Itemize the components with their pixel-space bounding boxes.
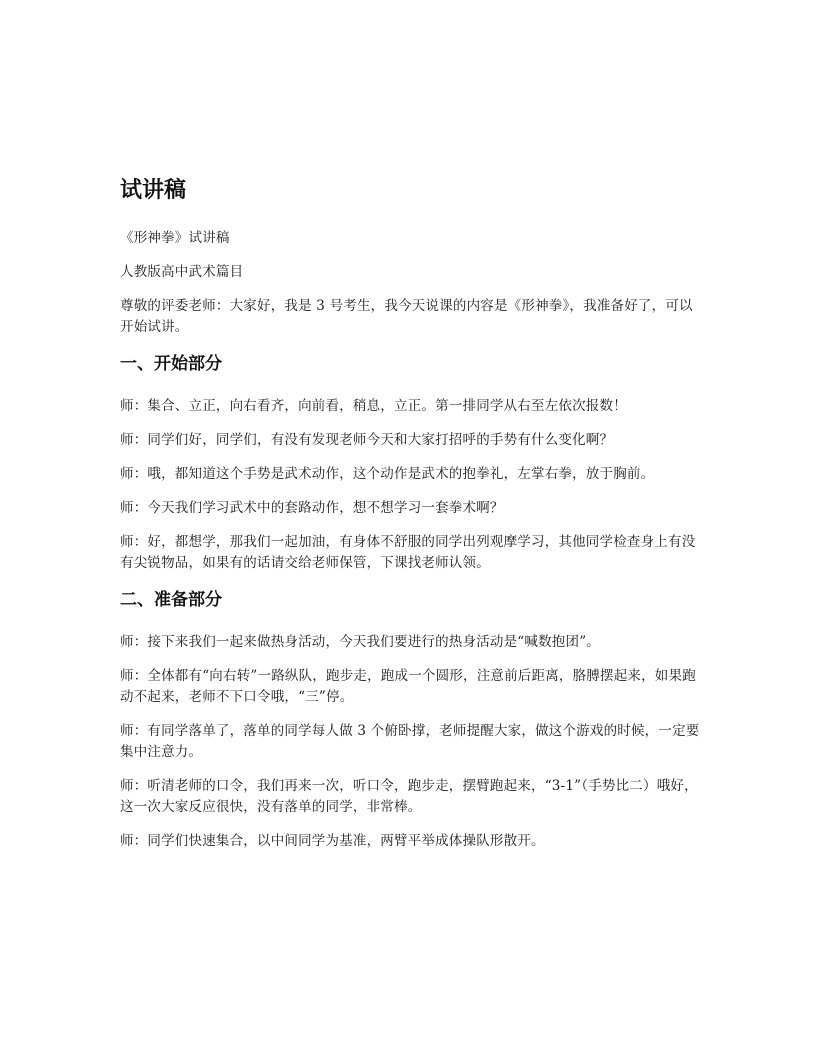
section-preparation	[120, 588, 700, 852]
paragraph: 师：好，都想学，那我们一起加油，有身体不舒服的同学出列观摩学习，其他同学检查身上有没有尖锐物品，如果有的话请交给老师保管，下课找老师认领。	[120, 534, 696, 571]
lesson-title: 《形神拳》试讲稿	[120, 230, 230, 246]
paragraph: 师：哦，都知道这个手势是武术动作，这个动作是武术的抱拳礼，左掌右拳，放于胸前。	[120, 466, 655, 482]
opening-greeting: 尊敬的评委老师：大家好，我是 3 号考生，我今天说课的内容是《形神拳》，我准备好了，可以开始试讲。	[120, 298, 693, 335]
section-heading: 一、开始部分	[120, 354, 222, 374]
paragraph: 师：接下来我们一起来做热身活动，今天我们要进行的热身活动是“喊数抱团”。	[120, 634, 601, 650]
paragraph: 师：听清老师的口令，我们再来一次，听口令，跑步走，摆臂跑起来，“3-1”（手势比二）哦好，这一次大家反应很快，没有落单的同学，非常棒。	[120, 778, 698, 815]
section-heading: 二、准备部分	[120, 590, 222, 610]
textbook-source: 人教版高中武术篇目	[120, 264, 244, 280]
section-start	[120, 352, 700, 574]
paragraph: 师：同学们快速集合，以中间同学为基准，两臂平举成体操队形散开。	[120, 833, 545, 849]
paragraph: 师：全体都有“向右转”一路纵队，跑步走，跑成一个圆形，注意前后距离，胳膊摆起来，如果跑动不起来，老师不下口令哦，“三”停。	[120, 668, 696, 705]
paragraph: 师：今天我们学习武术中的套路动作，想不想学习一套拳术啊？	[120, 500, 504, 516]
document-title: 试讲稿	[120, 178, 187, 203]
paragraph: 师：同学们好，同学们，有没有发现老师今天和大家打招呼的手势有什么变化啊？	[120, 432, 614, 448]
document-page	[120, 176, 700, 865]
paragraph: 师：集合、立正，向右看齐，向前看，稍息，立正。第一排同学从右至左依次报数！	[120, 398, 627, 414]
paragraph: 师：有同学落单了，落单的同学每人做 3 个俯卧撑，老师提醒大家，做这个游戏的时候，一定要集中注意力。	[120, 723, 700, 760]
